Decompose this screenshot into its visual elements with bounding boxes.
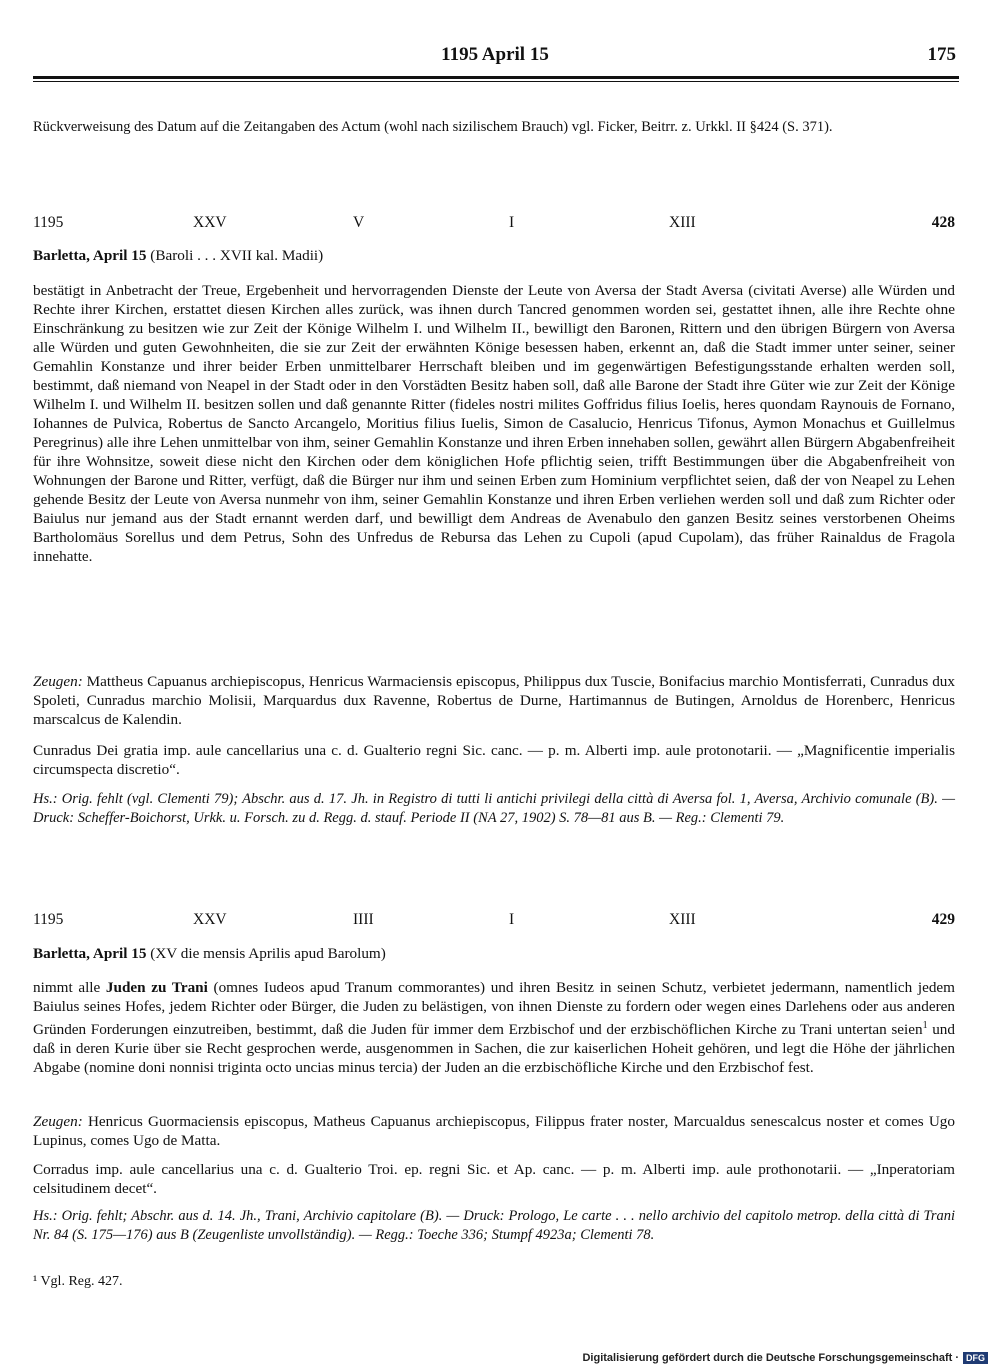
- body-pre: nimmt alle: [33, 979, 106, 996]
- chancery-428: Cunradus Dei gratia imp. aule cancellarius una c. d. Gualterio regni Sic. canc. — p. m. Alberti imp. aule protonotarii. — „Magnificentie imperialis circumspecta discretio“.: [33, 742, 955, 778]
- body-bold: Juden zu Trani: [105, 979, 208, 996]
- month-numeral: IIII: [353, 911, 374, 928]
- regest-body-429: [33, 978, 955, 1077]
- place-rest: (Baroli . . . XVII kal. Madii): [146, 247, 324, 264]
- regest-number: 429: [931, 911, 955, 928]
- footnote: ¹ Vgl. Reg. 427.: [33, 1274, 123, 1289]
- indiction: XXV: [193, 911, 227, 928]
- rex-numeral: XIII: [669, 214, 696, 231]
- body-post: (omnes Iudeos apud Tranum commorantes) und ihren Besitz in seinen Schutz, verbietet jedermann, namentlich jedem Baiulus seines Hofes, jedem Richter oder Bürger, die Juden zu belästigen, von ihnen Dienste zu fordern oder wegen eines Darlehens oder aus anderen Gründen Forderungen einzutreiben, bestimmt, daß die Juden für immer dem Erzbischof und der erzbischöflichen Kirche zu Trani untertan seien: [33, 979, 955, 1039]
- witnesses-label: Zeugen:: [33, 1113, 83, 1130]
- regnum-numeral: I: [509, 911, 515, 928]
- place-rest: (XV die mensis Aprilis apud Barolum): [146, 945, 386, 962]
- regest-number: 428: [931, 214, 955, 231]
- footer-credit: [582, 1352, 988, 1364]
- place-date-429: [33, 945, 955, 963]
- header-rule: [33, 76, 959, 79]
- chancery-429: Corradus imp. aule cancellarius una c. d. Gualterio Troi. ep. regni Sic. et Ap. canc. — p. m. Alberti imp. aule prothonotarii. — „Inperatoriam celsitudinem decet“.: [33, 1161, 955, 1197]
- footer-text: Digitalisierung gefördert durch die Deutsche Forschungsgemeinschaft ·: [582, 1352, 959, 1364]
- header-rule-thin: [33, 81, 959, 82]
- witnesses-text: Henricus Guormaciensis episcopus, Matheus Capuanus archiepiscopus, Filippus frater noster, Marcualdus senescalcus noster et comes Ugo Lupinus, comes Ugo de Matta.: [33, 1113, 955, 1149]
- running-head: [34, 44, 956, 72]
- footnote-mark: 1: [922, 1020, 928, 1031]
- place-bold: Barletta, April 15: [33, 247, 147, 264]
- witnesses-text: Mattheus Capuanus archiepiscopus, Henricus Warmaciensis episcopus, Philippus dux Tuscie, Bonifacius marchio Montisferrati, Cunradus dux Spoleti, Cunradus marchio Molisii, Marquardus dux Ravenne, Robertus de Durne, Hartimannus de Butingen, Arnoldus de Horenberc, Henricus marscalcus de Kalendin.: [33, 673, 955, 728]
- witnesses-428: [33, 672, 955, 729]
- sources-428: Hs.: Orig. fehlt (vgl. Clementi 79); Abschr. aus d. 17. Jh. in Registro di tutti li antichi privilegi della città di Aversa fol. 1, Aversa, Archivio comunale (B). — Druck: Scheffer-Boichorst, Urkk. u. Forsch. zu d. Regg. d. stauf. Periode II (NA 27, 1902) S. 78—81 aus B. — Reg.: Clementi 79.: [33, 791, 955, 826]
- dfg-logo-icon: DFG: [963, 1352, 988, 1364]
- year: 1195: [33, 214, 64, 231]
- body-end: und daß in deren Kurie über sie Recht gesprochen werde, ausgenommen in Sachen, die zur kaiserlichen Hoheit gehören, und legt die Höhe der jährlichen Abgabe (nomine doni nonnisi triginta octo uncias minus tercia) der Juden an die erzbischöfliche Kirche und den Erzbischof fest.: [33, 1021, 955, 1077]
- page-number: 175: [927, 44, 956, 65]
- year: 1195: [33, 911, 64, 928]
- rex-numeral: XIII: [669, 911, 696, 928]
- page-title: 1195 April 15: [441, 44, 549, 65]
- date-header-429: [33, 911, 955, 933]
- witnesses-429: [33, 1112, 955, 1150]
- place-date-428: [33, 247, 955, 265]
- month-numeral: V: [353, 214, 365, 231]
- regest-body-428: bestätigt in Anbetracht der Treue, Ergebenheit und hervorragenden Dienste der Leute von Aversa der Stadt Aversa (civitati Averse) alle Würden und Rechte ihrer Kirchen, erstattet diesen Kirchen alles zurück, was ihnen durch Tancred genommen worden sei, gestattet ihnen, alle ihre Rechte ohne Einschränkung zu besitzen wie zur Zeit der Könige Wilhelm I. und Wilhelm II., bewilligt den Baronen, Rittern und den übrigen Bürgern von Aversa alle Würden und guten Gewohnheiten, die sie zur Zeit der erwähnten Könige besessen haben, erkennt an, daß die Stadt immer unter seiner, seiner Gemahlin Konstanze und ihrer beider Erben unmittelbarer Herrschaft bleiben und im gegenwärtigen Befestigungsstande erhalten werden soll, bestimmt, daß niemand von Neapel in der Stadt oder in den Vorstädten Besitz haben soll, daß alle Barone der Stadt ihre Güter wie zur Zeit der Könige Wilhelm I. und Wilhelm II. besitzen sollen und daß genannte Ritter (fideles nostri milites Goffridus filius Ioelis, heres quondam Raynouis de Fornano, Iohannes de Pulvica, Robertus de Sancto Arcangelo, Moritius filius Iuelis, Simon de Casalucio, Henricus Tifonus, Aymon Monachus et Guillelmus Peregrinus) alle ihre Lehen unmittelbar von ihm, seiner Gemahlin Konstanze und ihren Erben innehaben sollen, gewährt allen Bürgern Abgabenfreiheit für ihre Wohnsitze, soweit diese nicht den Kirchen oder dem königlichen Hofe pflichtig seien, trifft Bestimmungen über die Abgabenfreiheit von Wohnungen der Barone und Ritter, verfügt, daß die Bürger nur ihm und seinen Erben zum Hominium verpflichtet seien, daß der von Neapel zu Lehen gehende Besitz der Leute von Aversa nunmehr von ihm, seiner Gemahlin Konstanze und ihren Erben verliehen werden soll und daß zum Richter oder Baiulus nur jemand aus der Stadt ernannt werden darf, und bewilligt dem Andreas de Avenabulo den ganzen Besitz seines verstorbenen Oheims Bartholomäus Sorellus und dem Petrus, Sohn des Unfredus de Rebursa das Lehen zu Cupoli (apud Cupolam), das früher Rainaldus de Fragola innehatte.: [33, 282, 955, 565]
- witnesses-label: Zeugen:: [33, 673, 83, 690]
- sources-429: Hs.: Orig. fehlt; Abschr. aus d. 14. Jh., Trani, Archivio capitolare (B). — Druck: Prologo, Le carte . . . nello archivio del capitolo metrop. della città di Trani Nr. 84 (S. 175—176) aus B (Zeugenliste unvollständig). — Regg.: Toeche 336; Stumpf 4923a; Clementi 78.: [33, 1208, 955, 1243]
- indiction: XXV: [193, 214, 227, 231]
- date-header-428: [33, 214, 955, 236]
- place-bold: Barletta, April 15: [33, 945, 147, 962]
- regnum-numeral: I: [509, 214, 515, 231]
- continuation-note: Rückverweisung des Datum auf die Zeitangaben des Actum (wohl nach sizilischem Brauch) vgl. Ficker, Beitrr. z. Urkkl. II §424 (S. 371).: [33, 119, 833, 135]
